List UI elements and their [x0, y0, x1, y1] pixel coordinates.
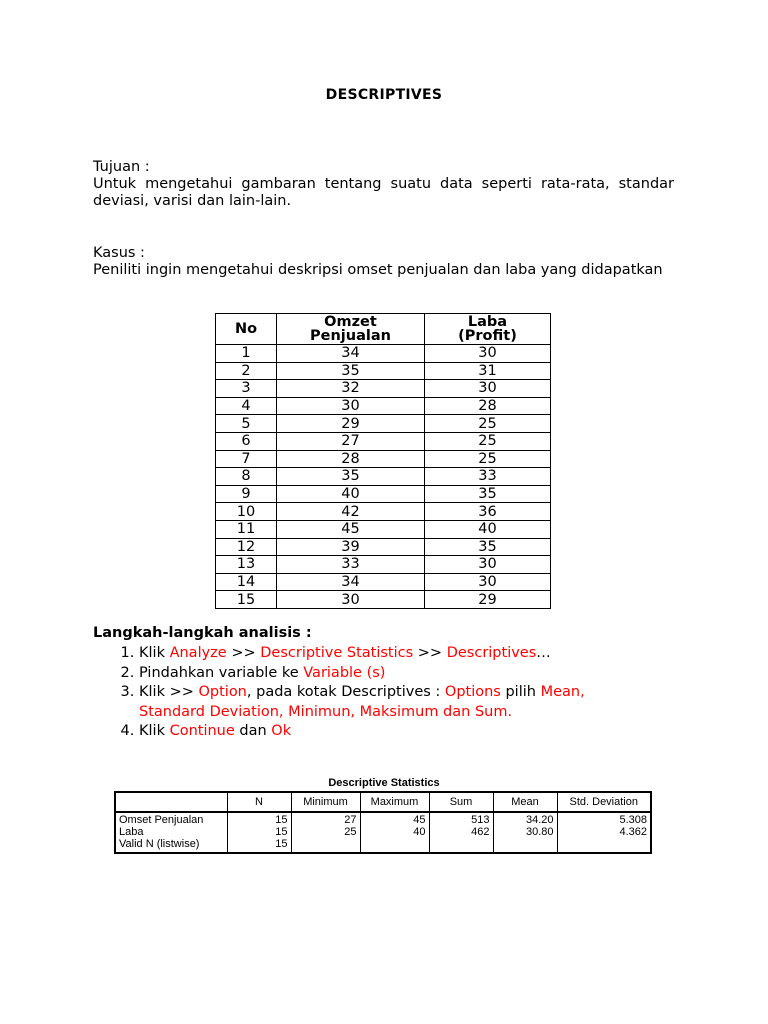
cell-no: 4	[216, 397, 277, 415]
header-laba: Laba (Profit)	[425, 314, 551, 345]
output-header-cell	[115, 792, 227, 812]
cell-no: 2	[216, 362, 277, 380]
cell-omzet: 28	[277, 450, 425, 468]
output-column-values	[429, 812, 493, 853]
cell-laba: 30	[425, 345, 551, 363]
step-keyword: Descriptive Statistics	[260, 645, 414, 661]
output-cell	[364, 838, 426, 850]
output-column-values	[493, 812, 557, 853]
output-cell	[433, 838, 490, 850]
cell-no: 14	[216, 573, 277, 591]
cell-omzet: 35	[277, 362, 425, 380]
step-item	[139, 664, 653, 684]
step-item	[139, 722, 653, 742]
output-cell: 4.362	[619, 826, 647, 838]
output-header-cell: Maximum	[360, 792, 429, 812]
step-text: pilih	[500, 684, 541, 700]
cell-laba: 36	[425, 503, 551, 521]
cell-omzet: 34	[277, 345, 425, 363]
cell-laba: 30	[425, 380, 551, 398]
cell-no: 10	[216, 503, 277, 521]
output-cell: 513	[471, 814, 490, 826]
data-table-row	[216, 397, 551, 415]
step-keyword: Option	[198, 684, 247, 700]
cell-no: 12	[216, 538, 277, 556]
output-header-cell: Std. Deviation	[557, 792, 651, 812]
data-table-row	[216, 432, 551, 450]
step-keyword: Continue	[169, 723, 235, 739]
cell-no: 3	[216, 380, 277, 398]
output-header-cell: Minimum	[291, 792, 360, 812]
cell-laba: 31	[425, 362, 551, 380]
cell-laba: 25	[425, 450, 551, 468]
cell-omzet: 32	[277, 380, 425, 398]
data-table-row	[216, 573, 551, 591]
output-cell: 25	[344, 826, 357, 838]
header-no: No	[216, 314, 277, 345]
output-cell: 30.80	[525, 826, 554, 838]
step-keyword: Descriptives	[446, 645, 537, 661]
tujuan-label: Tujuan :	[93, 159, 150, 175]
cell-no: 8	[216, 468, 277, 486]
step-text: Klik	[139, 723, 170, 739]
data-table-row	[216, 503, 551, 521]
output-header-cell: N	[227, 792, 291, 812]
output-cell: 40	[413, 826, 426, 838]
output-cell: Omset Penjualan	[119, 814, 204, 826]
cell-omzet: 42	[277, 503, 425, 521]
data-table-row	[216, 485, 551, 503]
cell-laba: 35	[425, 485, 551, 503]
descriptive-statistics-table	[114, 791, 652, 854]
data-table-row	[216, 380, 551, 398]
cell-laba: 25	[425, 415, 551, 433]
output-cell: 5.308	[619, 814, 647, 826]
output-header-cell: Mean	[493, 792, 557, 812]
output-cell: Laba	[119, 826, 144, 838]
data-table-row	[216, 345, 551, 363]
step-item	[139, 644, 653, 664]
cell-no: 13	[216, 556, 277, 574]
output-cell: Valid N (listwise)	[119, 838, 200, 850]
cell-laba: 35	[425, 538, 551, 556]
cell-omzet: 40	[277, 485, 425, 503]
kasus-section	[93, 245, 674, 279]
output-column-values	[360, 812, 429, 853]
steps-list	[93, 644, 653, 742]
data-table	[215, 313, 551, 609]
cell-laba: 25	[425, 432, 551, 450]
step-text: , pada kotak Descriptives :	[246, 684, 445, 700]
data-table-row	[216, 450, 551, 468]
kasus-label: Kasus :	[93, 245, 145, 261]
output-cell: 45	[413, 814, 426, 826]
step-text: …	[536, 645, 551, 661]
output-title: Descriptive Statistics	[328, 777, 440, 789]
cell-laba: 29	[425, 591, 551, 609]
data-table-row	[216, 591, 551, 609]
step-keyword: Ok	[271, 723, 292, 739]
cell-no: 5	[216, 415, 277, 433]
output-header-row	[115, 792, 651, 812]
output-cell: 462	[471, 826, 490, 838]
cell-laba: 28	[425, 397, 551, 415]
data-table-row	[216, 556, 551, 574]
output-cell: 27	[344, 814, 357, 826]
cell-omzet: 30	[277, 591, 425, 609]
cell-omzet: 30	[277, 397, 425, 415]
data-table-header-row	[216, 314, 551, 345]
cell-laba: 30	[425, 556, 551, 574]
cell-laba: 33	[425, 468, 551, 486]
step-keyword: Options	[444, 684, 501, 700]
cell-omzet: 34	[277, 573, 425, 591]
step-item	[139, 683, 653, 722]
data-table-row	[216, 468, 551, 486]
page-title: DESCRIPTIVES	[325, 87, 443, 103]
step-text: Klik	[139, 645, 170, 661]
output-cell	[497, 838, 554, 850]
cell-omzet: 45	[277, 520, 425, 538]
cell-omzet: 39	[277, 538, 425, 556]
cell-laba: 40	[425, 520, 551, 538]
cell-no: 6	[216, 432, 277, 450]
cell-omzet: 33	[277, 556, 425, 574]
cell-no: 7	[216, 450, 277, 468]
cell-no: 1	[216, 345, 277, 363]
cell-no: 11	[216, 520, 277, 538]
output-column-values	[227, 812, 291, 853]
output-cell: 15	[275, 814, 288, 826]
output-cell: 15	[275, 826, 288, 838]
step-text: >>	[226, 645, 261, 661]
step-keyword: Mean, Standard Deviation, Minimun, Maksimum dan Sum.	[139, 684, 585, 720]
cell-no: 15	[216, 591, 277, 609]
header-omzet: Omzet Penjualan	[277, 314, 425, 345]
step-keyword: Analyze	[169, 645, 227, 661]
cell-omzet: 35	[277, 468, 425, 486]
output-column-values	[291, 812, 360, 853]
cell-laba: 30	[425, 573, 551, 591]
tujuan-section	[93, 159, 674, 210]
tujuan-text: Untuk mengetahui gambaran tentang suatu data seperti rata-rata, standar deviasi, varisi dan lain-lain.	[93, 176, 674, 209]
output-cell	[561, 838, 648, 850]
kasus-text: Peniliti ingin mengetahui deskripsi omset penjualan dan laba yang didapatkan	[93, 262, 663, 278]
step-text: >>	[413, 645, 447, 661]
step-text: dan	[234, 723, 272, 739]
output-row-labels	[115, 812, 227, 853]
output-header-cell: Sum	[429, 792, 493, 812]
data-table-row	[216, 520, 551, 538]
cell-no: 9	[216, 485, 277, 503]
step-text: Klik >>	[139, 684, 199, 700]
cell-omzet: 27	[277, 432, 425, 450]
step-keyword: Variable (s)	[303, 664, 386, 681]
cell-omzet: 29	[277, 415, 425, 433]
output-body-row	[115, 812, 651, 853]
data-table-body	[216, 345, 551, 609]
output-cell	[295, 838, 357, 850]
steps-title: Langkah-langkah analisis :	[93, 625, 312, 641]
data-table-row	[216, 538, 551, 556]
output-cell: 15	[275, 838, 288, 850]
data-table-row	[216, 415, 551, 433]
output-column-values	[557, 812, 651, 853]
output-cell: 34.20	[525, 814, 554, 826]
step-text: Pindahkan variable ke	[139, 664, 304, 681]
data-table-row	[216, 362, 551, 380]
